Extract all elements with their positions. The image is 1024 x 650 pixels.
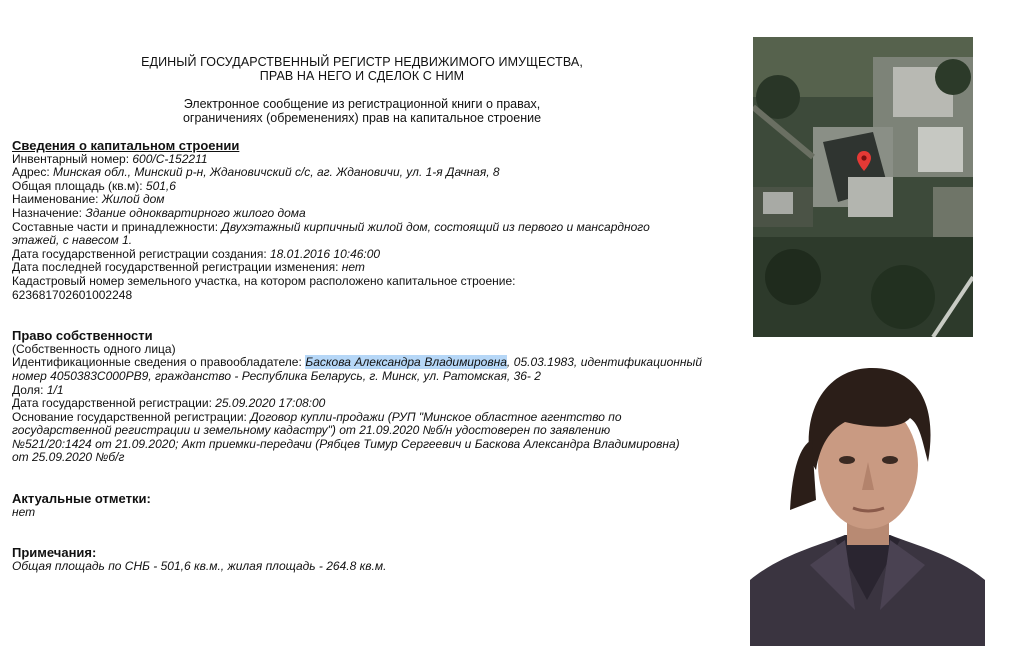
cadastral-value: 623681702601002248 [12,287,133,302]
marks-title: Актуальные отметки: [12,491,151,507]
lastchange-value: нет [341,260,365,275]
regdate-row [12,397,712,411]
basis-value: Договор купли-продажи (РУП "Минское областное агентство по государственной регистрации и земельному кадастру") от 21.09.2020 №б/н удостоверен по заявлению №521/20:1424 от 21.09.2020; Акт приемки-передачи (Рябцев Тимур Сергеевич и Баскова Александра Владимировна) от 25.09.2020 №б/г [12,409,680,465]
created-value: 18.01.2016 10:46:00 [270,246,381,261]
portrait-drawing [750,350,985,646]
lastchange-label: Дата последней государственной регистрации изменения: [12,260,342,275]
ownership-type: (Собственность одного лица) [12,341,176,356]
parts-value: Двухэтажный кирпичный жилой дом, состоящий из первого и мансардного этажей, с навесом 1. [12,219,650,248]
created-row [12,248,712,262]
inventory-value: 600/С-152211 [132,151,208,166]
owner-label: Идентификационные сведения о правообладателе: [12,355,306,370]
building-section [12,139,712,302]
share-label: Доля: [12,382,47,397]
created-label: Дата государственной регистрации создания: [12,246,270,261]
ownership-title: Право собственности [12,328,153,344]
satellite-map-drawing [753,37,973,337]
document-header [12,55,712,125]
parts-label: Составные части и принадлежности: [12,219,222,234]
name-row [12,193,712,207]
name-label: Наименование: [12,192,102,207]
area-label: Общая площадь (кв.м): [12,178,146,193]
marks-value: нет [12,504,36,519]
regdate-value: 25.09.2020 17:08:00 [215,396,326,411]
address-row [12,166,712,180]
registry-document [12,55,712,573]
inventory-label: Инвентарный номер: [12,151,133,166]
area-value: 501,6 [145,178,176,193]
owner-name: Баскова Александра Владимировна [305,355,507,370]
regdate-label: Дата государственной регистрации: [12,396,216,411]
lastchange-row [12,261,712,275]
portrait-photo [750,350,985,646]
name-value: Жилой дом [101,192,165,207]
header-sub-1: Электронное сообщение из регистрационной книги о правах, [183,97,541,111]
header-line-2: ПРАВ НА НЕГО И СДЕЛОК С НИМ [259,69,465,83]
map-pin-icon [857,151,871,171]
notes-title: Примечания: [12,545,97,561]
purpose-label: Назначение: [12,205,86,220]
marks-section [12,492,712,519]
parts-row [12,221,652,248]
purpose-row [12,207,712,221]
header-sub-2: ограничениях (обременениях) прав на капитальное строение [182,111,542,125]
notes-section [12,546,712,573]
inventory-row [12,153,712,167]
owner-row [12,356,702,383]
ownership-section [12,329,712,465]
purpose-value: Здание одноквартирного жилого дома [85,205,306,220]
area-row [12,180,712,194]
address-value: Минская обл., Минский р-н, Ждановичский с/с, аг. Ждановичи, ул. 1-я Дачная, 8 [53,165,500,180]
address-label: Адрес: [12,165,54,180]
share-value: 1/1 [46,382,64,397]
share-row [12,384,712,398]
owner-details: , 05.03.1983, идентификационный номер 4050383С000РВ9, гражданство - Республика Беларусь, г. Минск, ул. Ратомская, 36- 2 [12,355,703,383]
notes-value: Общая площадь по СНБ - 501,6 кв.м., жилая площадь - 264.8 кв.м. [12,558,387,573]
building-title: Сведения о капитальном строении [12,138,240,153]
basis-label: Основание государственной регистрации: [12,409,251,424]
basis-row [12,411,682,465]
satellite-map-image [753,37,973,337]
cadastral-label: Кадастровый номер земельного участка, на котором расположено капитальное строение: [12,273,516,288]
header-line-1: ЕДИНЫЙ ГОСУДАРСТВЕННЫЙ РЕГИСТР НЕДВИЖИМОГО ИМУЩЕСТВА, [141,55,583,69]
